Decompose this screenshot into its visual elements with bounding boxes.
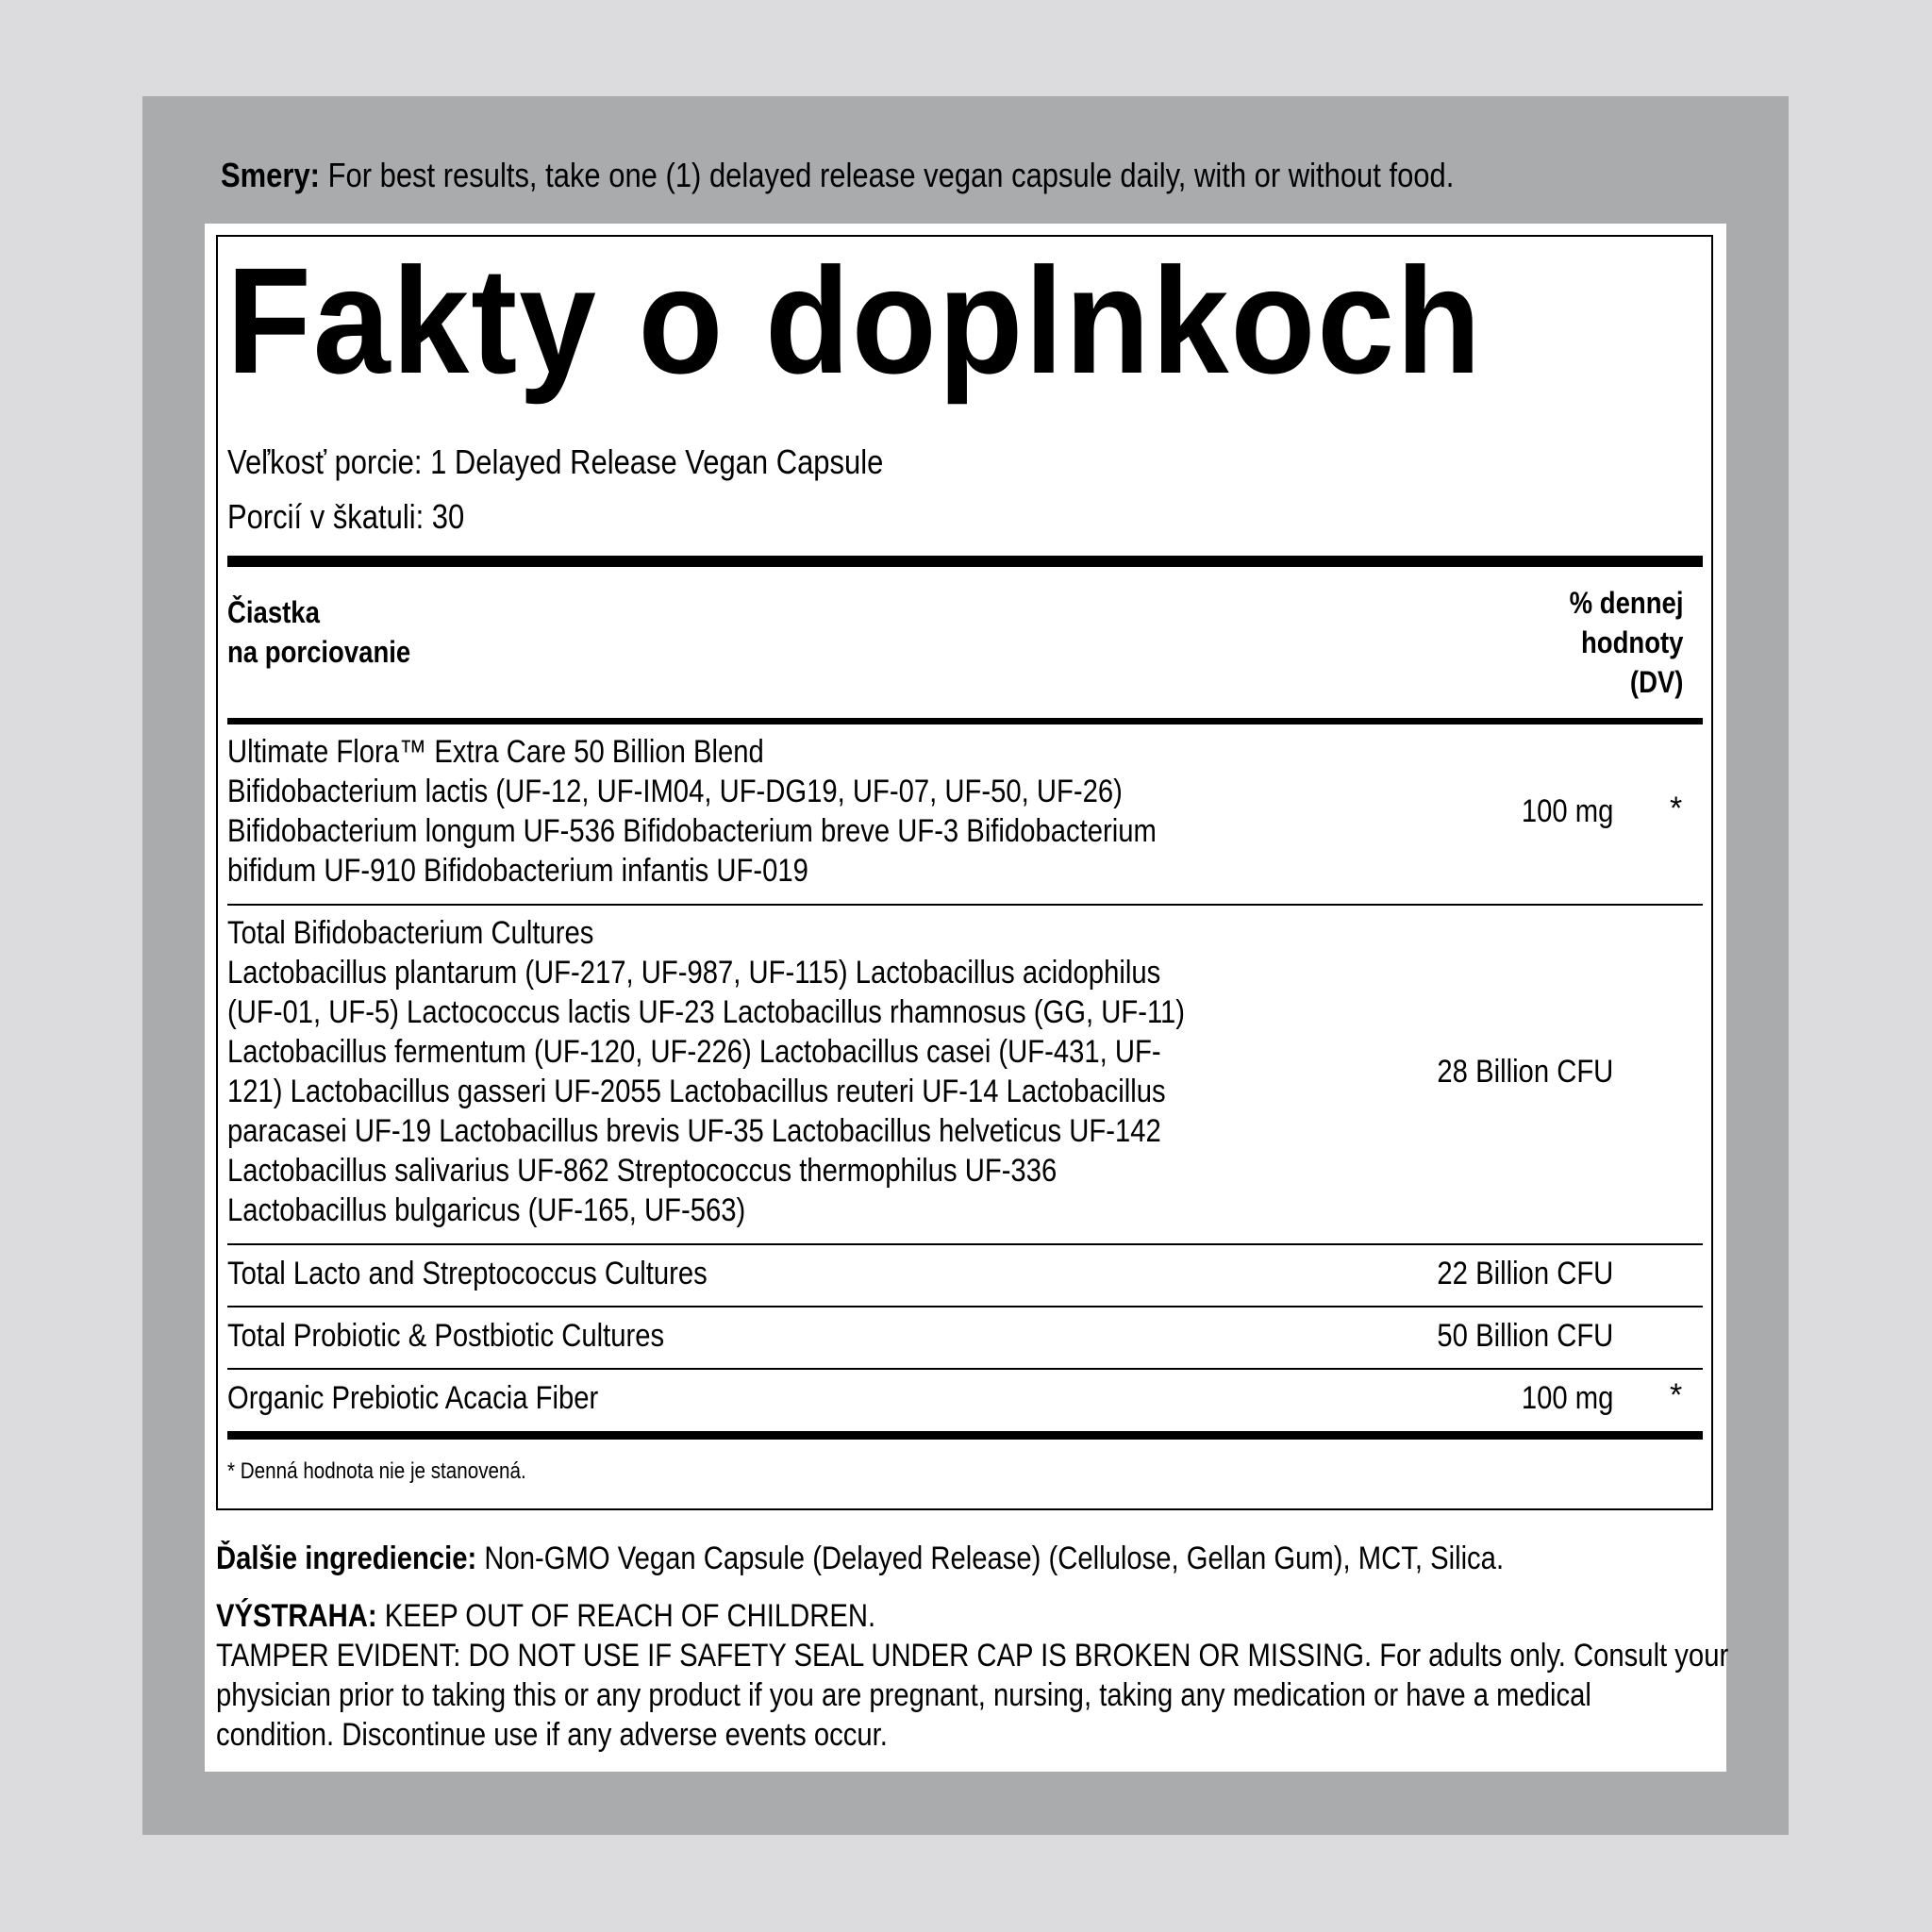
- row-divider: [227, 904, 1703, 906]
- amount-per-serving-header: [227, 592, 441, 672]
- row-divider: [227, 1368, 1703, 1370]
- warning: [216, 1596, 1932, 1755]
- header-left-line-1: Čiastka: [227, 595, 320, 629]
- other-ingredients-label: Ďalšie ingrediencie:: [216, 1541, 477, 1576]
- row-line: Total Lacto and Streptococcus Cultures: [227, 1256, 708, 1291]
- row-amount: 28 Billion CFU: [1437, 1054, 1613, 1090]
- warning-heading: [216, 1596, 1728, 1636]
- ingredient-row-blend: [227, 732, 1307, 891]
- warning-text: KEEP OUT OF REACH OF CHILDREN.: [376, 1598, 876, 1634]
- directions-text: For best results, take one (1) delayed release vegan capsule daily, with or without food.: [319, 156, 1455, 194]
- servings-per-container: Porcií v škatuli: 30: [227, 497, 465, 536]
- row-line: Lactobacillus plantarum (UF-217, UF-987, UF-115) Lactobacillus acidophilus: [227, 955, 1161, 991]
- footnote: * Denná hodnota nie je stanovená.: [227, 1458, 526, 1484]
- thick-divider: [227, 556, 1703, 567]
- row-dv: *: [1670, 1377, 1683, 1413]
- row-amount: 22 Billion CFU: [1437, 1256, 1613, 1291]
- row-amount: 100 mg: [1521, 793, 1613, 829]
- panel-title: Fakty o doplnkoch: [226, 236, 1483, 405]
- row-divider: [227, 1306, 1703, 1307]
- row-line: Bifidobacterium longum UF-536 Bifidobacterium breve UF-3 Bifidobacterium: [227, 813, 1157, 849]
- row-line: bifidum UF-910 Bifidobacterium infantis UF-019: [227, 853, 808, 889]
- header-right-line-1: % dennej: [1569, 586, 1683, 620]
- warning-line: physician prior to taking this or any product if you are pregnant, nursing, taking any medication or have a medical: [216, 1677, 1591, 1713]
- other-ingredients-text: Non-GMO Vegan Capsule (Delayed Release) (Cellulose, Gellan Gum), MCT, Silica.: [476, 1541, 1505, 1576]
- directions-label: Smery:: [221, 156, 320, 194]
- row-line: Total Bifidobacterium Cultures: [227, 915, 594, 951]
- warning-label: VÝSTRAHA:: [216, 1598, 377, 1634]
- warning-line: condition. Discontinue use if any adverse events occur.: [216, 1717, 888, 1753]
- header-right-line-3: (DV): [1629, 665, 1683, 699]
- bottom-thick-divider: [227, 1431, 1703, 1440]
- row-divider: [227, 1243, 1703, 1245]
- row-amount: 100 mg: [1521, 1380, 1613, 1416]
- row-line: Lactobacillus bulgaricus (UF-165, UF-563): [227, 1192, 746, 1228]
- daily-value-header: [1551, 583, 1683, 702]
- header-right-line-2: hodnoty: [1580, 625, 1683, 659]
- row-line: Lactobacillus fermentum (UF-120, UF-226) Lactobacillus casei (UF-431, UF-: [227, 1034, 1161, 1070]
- row-line: Organic Prebiotic Acacia Fiber: [227, 1380, 599, 1416]
- row-dv: *: [1670, 791, 1683, 826]
- medium-divider: [227, 718, 1703, 724]
- ingredient-row-probiotic: [227, 1316, 736, 1356]
- row-line: Total Probiotic & Postbiotic Cultures: [227, 1318, 665, 1354]
- directions: [221, 153, 1454, 198]
- row-line: (UF-01, UF-5) Lactococcus lactis UF-23 Lactobacillus rhamnosus (GG, UF-11): [227, 994, 1186, 1030]
- ingredient-row-lacto: [227, 1254, 786, 1293]
- row-line: Ultimate Flora™ Extra Care 50 Billion Blend: [227, 734, 764, 770]
- row-line: 121) Lactobacillus gasseri UF-2055 Lactobacillus reuteri UF-14 Lactobacillus: [227, 1074, 1166, 1109]
- row-line: Lactobacillus salivarius UF-862 Streptococcus thermophilus UF-336: [227, 1153, 1058, 1189]
- header-left-line-2: na porciovanie: [227, 635, 411, 669]
- ingredient-row-bifido: [227, 913, 1341, 1230]
- ingredient-row-acacia: [227, 1378, 658, 1418]
- other-ingredients: [216, 1536, 1504, 1581]
- serving-size: Veľkosť porcie: 1 Delayed Release Vegan Capsule: [227, 442, 884, 481]
- row-line: paracasei UF-19 Lactobacillus brevis UF-35 Lactobacillus helveticus UF-142: [227, 1113, 1161, 1149]
- row-line: Bifidobacterium lactis (UF-12, UF-IM04, UF-DG19, UF-07, UF-50, UF-26): [227, 774, 1123, 809]
- row-amount: 50 Billion CFU: [1437, 1318, 1613, 1354]
- warning-line: TAMPER EVIDENT: DO NOT USE IF SAFETY SEAL UNDER CAP IS BROKEN OR MISSING. For adults only. Consult your: [216, 1638, 1729, 1674]
